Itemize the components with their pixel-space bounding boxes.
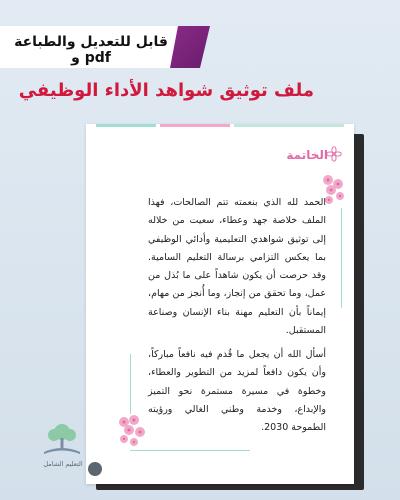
top-accent-bar bbox=[234, 124, 344, 127]
frame-line bbox=[130, 354, 131, 414]
frame-line bbox=[341, 208, 342, 308]
page-heading: ملف توثيق شواهد الأداء الوظيفي bbox=[18, 80, 314, 101]
circle-badge-icon bbox=[88, 462, 102, 476]
conclusion-paragraph-2: أسأل الله أن يجعل ما قُدم فيه نافعاً مباركاً، وأن يكون دافعاً لمزيد من التطوير والعطاء، وخطوة في مسيرة مستمرة نحو التميز والإبداع، وخدمة وطني الغالي ورؤيته الطموحة 2030. bbox=[148, 349, 326, 434]
frame-line bbox=[130, 450, 250, 451]
conclusion-paragraph-1: الحمد لله الذي بنعمته تتم الصالحات، فهذا الملف خلاصة جهد وعطاء، سعيت من خلاله إلى توثيق شواهدي التعليمية وأدائي الوظيفي بما يعكس التزامي برسالة التعليم السامية. وقد حرصت أن يكون شاهداً على ما بُذل من عمل، وما تحقق من إنجاز، وما أُنجز من مهام، إيماناً بأن التعليم مهنة بناء الإنسان وصناعة المستقبل. bbox=[148, 197, 326, 337]
document-sheet bbox=[86, 124, 354, 484]
flower-cluster-icon bbox=[114, 412, 150, 450]
top-accent-bar bbox=[160, 124, 230, 127]
logo-text: التعليم الشامل bbox=[43, 460, 83, 468]
flower-icon bbox=[326, 146, 342, 162]
banner-text: قابل للتعديل والطباعة pdf و bbox=[14, 34, 168, 66]
top-accent-bar bbox=[96, 124, 156, 127]
section-title: الخاتمة bbox=[286, 148, 328, 162]
tree-logo-icon bbox=[36, 422, 88, 456]
